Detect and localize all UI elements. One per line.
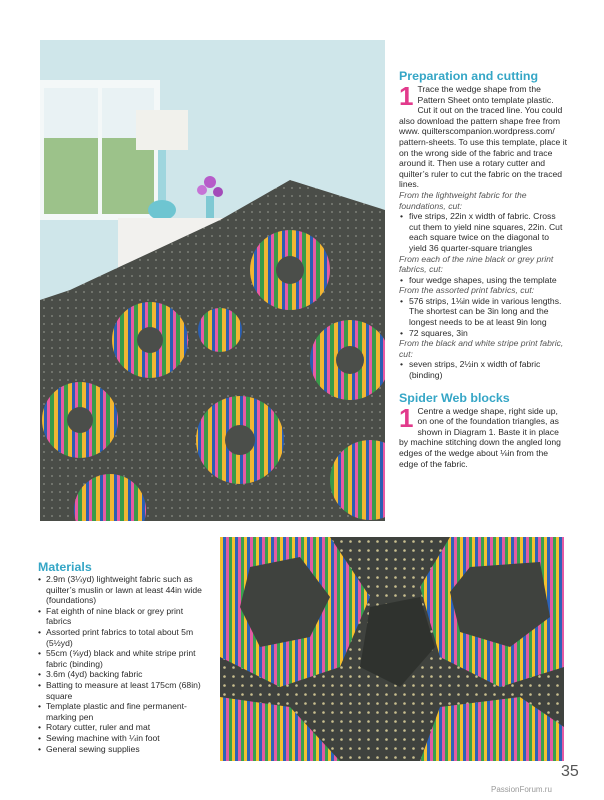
step-number: 1 (399, 402, 414, 433)
list-item: • Template plastic and fine permanent-marking pen (38, 701, 210, 722)
list-item: • Batting to measure at least 175cm (68in) square (38, 680, 210, 701)
step-number: 1 (399, 81, 414, 111)
materials-list (38, 574, 210, 754)
list-item: • four wedge shapes, using the template (399, 275, 569, 286)
materials-column (38, 560, 210, 754)
quilt-detail-photo (220, 537, 564, 761)
page-number: 35 (561, 763, 579, 780)
quilt-bed-photo (40, 40, 385, 521)
list-item: • 3.6m (4yd) backing fabric (38, 669, 210, 680)
lightweight-intro: From the lightweight fabric for the foundations, cut: (399, 189, 527, 211)
stripe-list (399, 359, 569, 380)
list-item: • seven strips, 2½in x width of fabric (binding) (399, 359, 569, 380)
instructions-column (399, 69, 569, 469)
list-item: • 2.9m (3¼yd) lightweight fabric such as quilter’s muslin or lawn at least 44in wide (foundations) (38, 574, 210, 606)
black-grey-intro: From each of the nine black or grey print fabrics, cut: (399, 253, 554, 275)
list-item: • Assorted print fabrics to total about 5m (5½yd) (38, 627, 210, 648)
lightweight-list (399, 211, 569, 253)
list-item: • 55cm (⅝yd) black and white stripe print fabric (binding) (38, 648, 210, 669)
list-item: • five strips, 22in x width of fabric. Cross cut them to yield nine squares, 22in. Cut each square twice on the diagonal to yield 36 quarter-square triangles (399, 211, 569, 253)
step-text: Centre a wedge shape, right side up, on one of the foundation triangles, as shown in Diagram 1. Baste it in place by machine stitching down the angled long edges of the wedge about ⅛in from the edge of the fabric. (399, 405, 561, 469)
stripe-intro: From the black and white stripe print fabric, cut: (399, 338, 564, 359)
prep-step-1 (399, 81, 569, 190)
list-item: • Fat eighth of nine black or grey print fabrics (38, 606, 210, 627)
list-item: • 72 squares, 3in (399, 328, 569, 339)
list-item: • 576 strips, 1⅛in wide in various lengths. The shortest can be 3in long and the longest needs to be at least 9in long (399, 296, 569, 328)
heading-spider-web: Spider Web blocks (399, 390, 510, 405)
heading-materials: Materials (38, 560, 92, 574)
step-text: Trace the wedge shape from the Pattern Sheet onto template plastic. Cut it out on the traced line. You could also download the pattern shape free from www. quilterscompanion.wordpress.com/ pattern-sheets. To use this template, place it on the wrong side of the fabric and trace around it. Then use a rotary cutter and quilter’s ruler to cut the fabric on the traced lines. (399, 84, 567, 190)
assorted-list (399, 296, 569, 338)
heading-preparation: Preparation and cutting (399, 69, 539, 83)
watermark: PassionForum.ru (491, 785, 552, 794)
spider-step-1 (399, 402, 569, 470)
list-item: • Rotary cutter, ruler and mat (38, 722, 210, 733)
list-item: • Sewing machine with ¼in foot (38, 733, 210, 744)
list-item: • General sewing supplies (38, 744, 210, 755)
assorted-intro: From the assorted print fabrics, cut: (399, 285, 535, 296)
black-grey-list (399, 275, 569, 286)
